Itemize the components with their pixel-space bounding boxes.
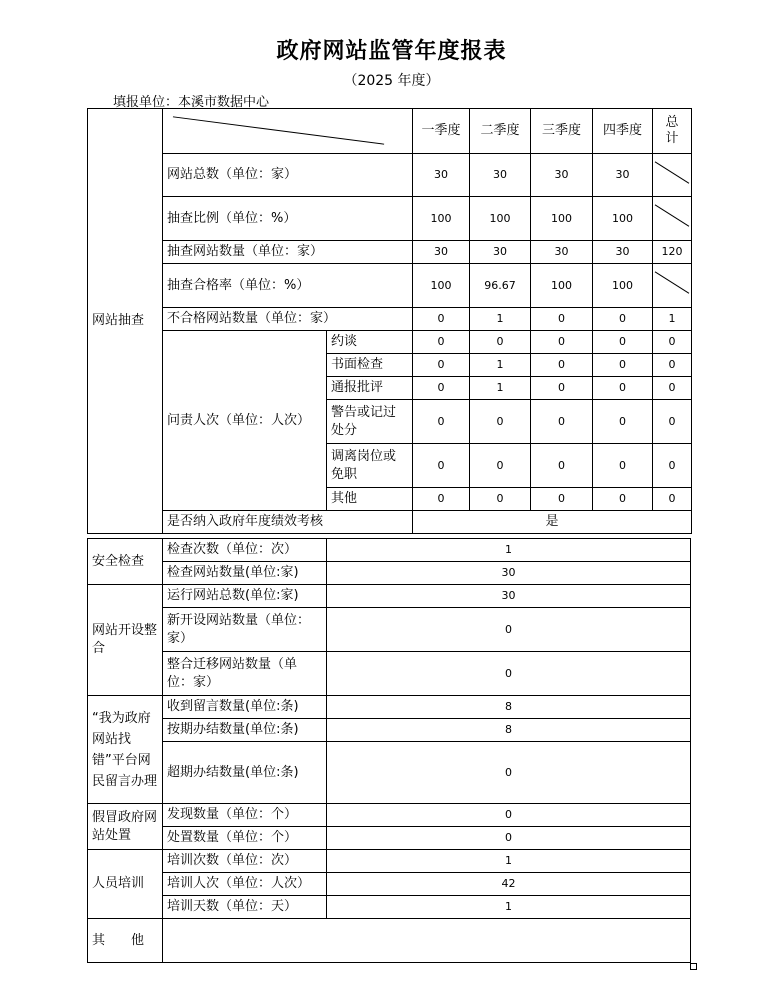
row-label: 新开设网站数量（单位：家） bbox=[163, 608, 327, 652]
table-row bbox=[88, 308, 692, 331]
cell-total: 0 bbox=[653, 444, 692, 488]
cell-q4: 100 bbox=[593, 264, 653, 308]
row-label: 培训天数（单位：天） bbox=[163, 896, 327, 919]
slash-cell bbox=[653, 197, 692, 241]
header-q1: 一季度 bbox=[413, 109, 470, 154]
row-label: 调离岗位或免职 bbox=[327, 444, 413, 488]
cell-q2: 0 bbox=[470, 400, 531, 444]
row-label: 约谈 bbox=[327, 331, 413, 354]
section-security: 安全检查 bbox=[88, 539, 163, 585]
cell-q2: 1 bbox=[470, 377, 531, 400]
row-label: 整合迁移网站数量（单位：家） bbox=[163, 652, 327, 696]
cell-total: 0 bbox=[653, 331, 692, 354]
accountability-label: 问责人次（单位：人次） bbox=[163, 331, 327, 511]
cell-q4: 30 bbox=[593, 241, 653, 264]
table-row bbox=[88, 154, 692, 197]
cell-q2: 30 bbox=[470, 241, 531, 264]
row-label: 检查次数（单位：次） bbox=[163, 539, 327, 562]
row-value: 8 bbox=[327, 719, 691, 742]
header-q4: 四季度 bbox=[593, 109, 653, 154]
row-value: 0 bbox=[327, 742, 691, 804]
row-label: 是否纳入政府年度绩效考核 bbox=[163, 511, 413, 534]
report-table-lower bbox=[87, 538, 691, 963]
cell-q3: 0 bbox=[531, 354, 593, 377]
reporting-unit: 填报单位：本溪市数据中心 bbox=[113, 95, 270, 110]
cell-q1: 0 bbox=[413, 400, 470, 444]
table-row bbox=[88, 511, 692, 534]
cell-total: 1 bbox=[653, 308, 692, 331]
table-row bbox=[88, 241, 692, 264]
slash-cell bbox=[653, 154, 692, 197]
report-table bbox=[87, 108, 692, 534]
cell-total: 0 bbox=[653, 400, 692, 444]
row-label: 通报批评 bbox=[327, 377, 413, 400]
cell-q4: 0 bbox=[593, 331, 653, 354]
cell-q1: 30 bbox=[413, 154, 470, 197]
row-label: 抽查网站数量（单位：家） bbox=[163, 241, 413, 264]
row-label: 发现数量（单位：个） bbox=[163, 804, 327, 827]
row-label: 网站总数（单位：家） bbox=[163, 154, 413, 197]
cell-q2: 1 bbox=[470, 354, 531, 377]
cell-q2: 1 bbox=[470, 308, 531, 331]
cell-q3: 0 bbox=[531, 400, 593, 444]
cell-q3: 100 bbox=[531, 264, 593, 308]
cell-q3: 0 bbox=[531, 308, 593, 331]
cell-q4: 0 bbox=[593, 308, 653, 331]
cell-total: 0 bbox=[653, 488, 692, 511]
row-value: 0 bbox=[327, 804, 691, 827]
cell-q2: 0 bbox=[470, 444, 531, 488]
cell-q4: 30 bbox=[593, 154, 653, 197]
cell-q1: 0 bbox=[413, 331, 470, 354]
cell-q3: 0 bbox=[531, 444, 593, 488]
table-row bbox=[88, 331, 692, 354]
row-label: 按期办结数量(单位:条) bbox=[163, 719, 327, 742]
cell-q4: 0 bbox=[593, 488, 653, 511]
table-row bbox=[88, 197, 692, 241]
slash-cell bbox=[653, 264, 692, 308]
row-value: 1 bbox=[327, 850, 691, 873]
cell-q1: 0 bbox=[413, 488, 470, 511]
cell-q2: 0 bbox=[470, 488, 531, 511]
cell-q3: 30 bbox=[531, 241, 593, 264]
cell-q2: 0 bbox=[470, 331, 531, 354]
header-total: 总计 bbox=[653, 109, 692, 154]
row-value: 0 bbox=[327, 652, 691, 696]
cell-q1: 0 bbox=[413, 354, 470, 377]
row-label: 其他 bbox=[327, 488, 413, 511]
row-label: 警告或记过处分 bbox=[327, 400, 413, 444]
cell-q4: 0 bbox=[593, 354, 653, 377]
cell-total: 0 bbox=[653, 377, 692, 400]
section-training: 人员培训 bbox=[88, 850, 163, 919]
cell-q3: 30 bbox=[531, 154, 593, 197]
header-q3: 三季度 bbox=[531, 109, 593, 154]
row-label: 超期办结数量(单位:条) bbox=[163, 742, 327, 804]
row-label: 抽查比例（单位：%） bbox=[163, 197, 413, 241]
cell-q1: 0 bbox=[413, 377, 470, 400]
header-q2: 二季度 bbox=[470, 109, 531, 154]
cell-q3: 0 bbox=[531, 488, 593, 511]
row-label: 书面检查 bbox=[327, 354, 413, 377]
cell-q1: 0 bbox=[413, 444, 470, 488]
cell-q3: 100 bbox=[531, 197, 593, 241]
cell-q4: 0 bbox=[593, 444, 653, 488]
cell-total: 0 bbox=[653, 354, 692, 377]
cell-q1: 100 bbox=[413, 264, 470, 308]
cell-q2: 100 bbox=[470, 197, 531, 241]
row-value: 42 bbox=[327, 873, 691, 896]
other-content bbox=[163, 919, 691, 963]
row-value: 0 bbox=[327, 827, 691, 850]
cell-q2: 96.67 bbox=[470, 264, 531, 308]
section-message-handling: “我为政府网站找错”平台网民留言办理 bbox=[88, 696, 163, 804]
row-label: 培训人次（单位：人次） bbox=[163, 873, 327, 896]
row-value: 0 bbox=[327, 608, 691, 652]
cell-q2: 30 bbox=[470, 154, 531, 197]
cell-q3: 0 bbox=[531, 331, 593, 354]
section-other: 其 他 bbox=[88, 919, 163, 963]
section-spot-check: 网站抽查 bbox=[88, 109, 163, 534]
row-label: 处置数量（单位：个） bbox=[163, 827, 327, 850]
cell-q4: 0 bbox=[593, 377, 653, 400]
cell-q4: 100 bbox=[593, 197, 653, 241]
row-label: 运行网站总数(单位:家) bbox=[163, 585, 327, 608]
row-label: 不合格网站数量（单位：家） bbox=[163, 308, 413, 331]
row-value: 30 bbox=[327, 585, 691, 608]
report-year: （2025 年度） bbox=[343, 73, 440, 89]
corner-marker bbox=[690, 963, 697, 970]
header-diagonal-cell bbox=[163, 109, 413, 154]
row-label: 检查网站数量(单位:家) bbox=[163, 562, 327, 585]
section-opening: 网站开设整合 bbox=[88, 585, 163, 696]
cell-q1: 30 bbox=[413, 241, 470, 264]
perf-value: 是 bbox=[413, 511, 692, 534]
cell-q1: 0 bbox=[413, 308, 470, 331]
table-row bbox=[88, 264, 692, 308]
row-label: 收到留言数量(单位:条) bbox=[163, 696, 327, 719]
row-value: 8 bbox=[327, 696, 691, 719]
row-value: 30 bbox=[327, 562, 691, 585]
cell-q3: 0 bbox=[531, 377, 593, 400]
cell-q1: 100 bbox=[413, 197, 470, 241]
row-value: 1 bbox=[327, 539, 691, 562]
cell-total: 120 bbox=[653, 241, 692, 264]
row-value: 1 bbox=[327, 896, 691, 919]
row-label: 培训次数（单位：次） bbox=[163, 850, 327, 873]
page-title: 政府网站监管年度报表 bbox=[276, 39, 507, 64]
cell-q4: 0 bbox=[593, 400, 653, 444]
section-fake-sites: 假冒政府网站处置 bbox=[88, 804, 163, 850]
row-label: 抽查合格率（单位：%） bbox=[163, 264, 413, 308]
